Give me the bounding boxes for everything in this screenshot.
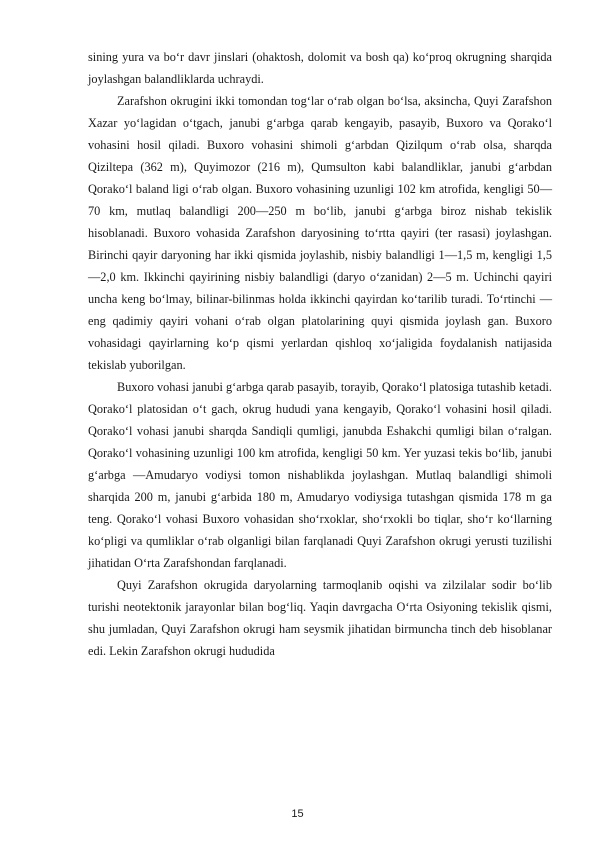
paragraph-buxoro-vohasi: Buxoro vohasi janubi g‘arbga qarab pasayib, torayib, Qorako‘l platosiga tutashib ketadi. Qorako‘l platosidan o‘t gach, okrug hududi yana kengayib, Qorako‘l vohasini hosil qiladi. Qorako‘l vohasi janubi sharqda Sandiqli qumligi, janubda Eshakchi qumligi bilan o‘ralgan. Qorako‘l vohasining uzunligi 100 km atrofida, kengligi 50 km. Yer yuzasi tekis bo‘lib, janubi g‘arbga —Amudaryo vodiysi tomon nishablikda joylashgan. Mutlaq balandligi shimoli sharqida 200 m, janubi g‘arbida 180 m, Amudaryo vodiysiga tutashgan qismida 178 m ga teng. Qorako‘l vohasi Buxoro vohasidan sho‘rxoklar, sho‘rxokli bo tiqlar, sho‘r ko‘llarning ko‘pligi va qumliklar o‘rab olganligi bilan farqlanadi Quyi Zarafshon okrugi yerusti tuzilishi jihatidan O‘rta Zarafshondan farqlanadi. [88, 380, 552, 570]
paragraph-neotektonik: Quyi Zarafshon okrugida daryolarning tarmoqlanib oqishi va zilzilalar sodir bo‘lib turishi neotektonik jarayonlar bilan bog‘liq. Yaqin davrgacha O‘rta Osiyoning tekislik qismi, shu jumladan, Quyi Zarafshon okrugi ham seysmik jihatidan birmuncha tinch deb hisoblanar edi. Lekin Zarafshon okrugi hududida [88, 578, 552, 658]
page-number: 15 [291, 808, 304, 820]
body-text [88, 46, 552, 662]
paragraph-continuation: sining yura va bo‘r davr jinslari (ohaktosh, dolomit va bosh qa) ko‘proq okrugning sharqida joylashgan balandliklarda uchraydi. [88, 50, 552, 86]
paragraph-zarafshon-okrugi: Zarafshon okrugini ikki tomondan tog‘lar o‘rab olgan bo‘lsa, aksincha, Quyi Zarafshon Xazar yo‘lagidan o‘tgach, janubi g‘arbga qarab kengayib, pasayib, Buxoro va Qorako‘l vohasini hosil qiladi. Buxoro vohasini shimoli g‘arbdan Qizilqum o‘rab olsa, sharqda Qiziltepa (362 m), Quyimozor (216 m), Qumsulton kabi balandliklar, janubi g‘arbdan Qorako‘l baland ligi o‘rab olgan. Buxoro vohasining uzunligi 102 km atrofida, kengligi 50— 70 km, mutlaq balandligi 200—250 m bo‘lib, janubi g‘arbga biroz nishab tekislik hisoblanadi. Buxoro vohasida Zarafshon daryosining to‘rtta qayiri (ter rasasi) joylashgan. Birinchi qayir daryoning har ikki qismida joylashib, nisbiy balandligi 1—1,5 m, kengligi 1,5—2,0 km. Ikkinchi qayirining nisbiy balandligi (daryo o‘zanidan) 2—5 m. Uchinchi qayiri uncha keng bo‘lmay, bilinar-bilinmas holda ikkinchi qayirdan ko‘tarilib turadi. To‘rtinchi — eng qadimiy qayiri vohani o‘rab olgan platolarining quyi qismida joylash gan. Buxoro vohasidagi qayirlarning ko‘p qismi yerlardan qishloq xo‘jaligida foydalanish natijasida tekislab yuborilgan. [88, 94, 552, 372]
